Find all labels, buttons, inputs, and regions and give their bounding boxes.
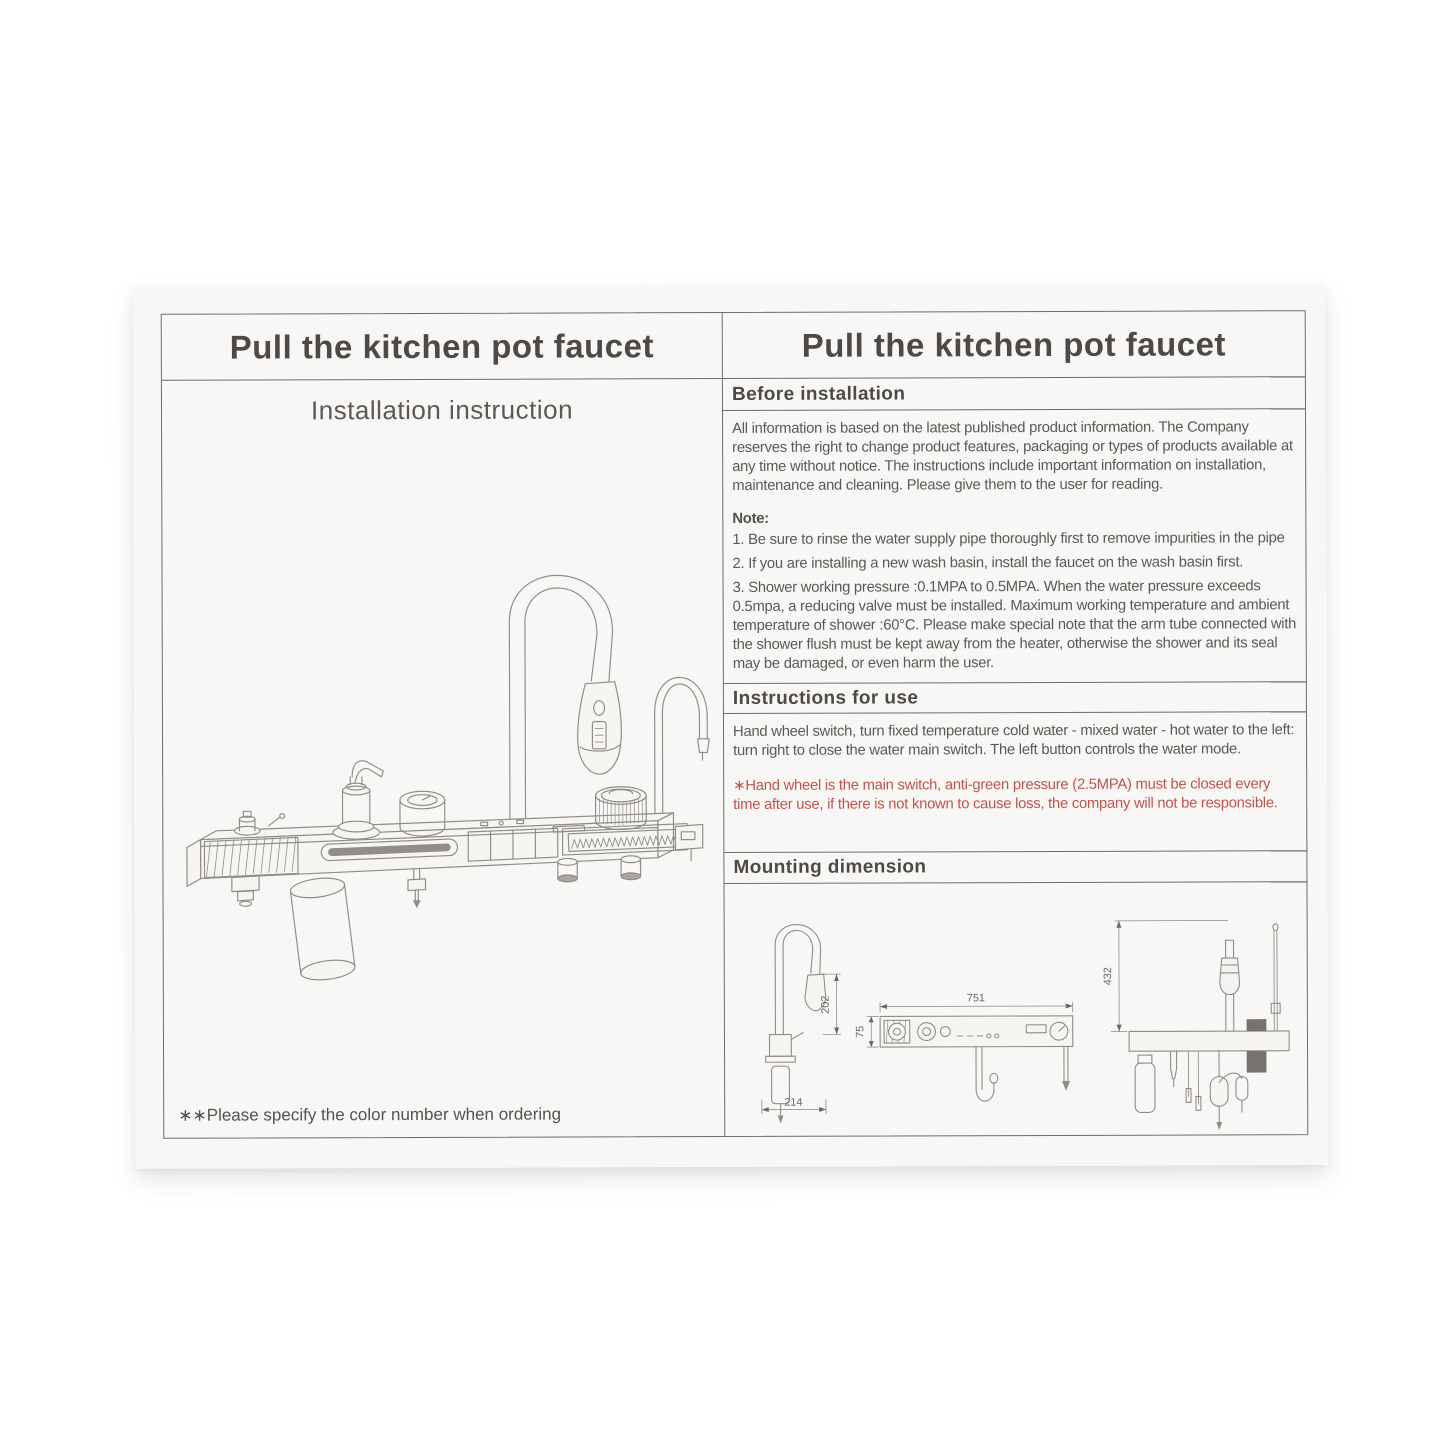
left-subtitle: Installation instruction: [310, 394, 574, 426]
dim-base-depth: 214: [784, 1096, 803, 1109]
instructions-for-use-heading: Instructions for use: [724, 682, 1306, 714]
illustration-area: [162, 425, 724, 1106]
before-installation-heading: Before installation: [723, 377, 1305, 411]
left-title: Pull the kitchen pot faucet: [162, 313, 722, 381]
before-installation-body: [723, 409, 1306, 684]
dim-bar-height: 75: [854, 1025, 867, 1038]
left-column: [162, 313, 726, 1138]
note-label: Note:: [732, 510, 769, 527]
color-number-footnote: ∗∗Please specify the color number when ordering: [178, 1104, 562, 1125]
dim-bar-width: 751: [966, 992, 985, 1005]
mounting-dimension-body: [724, 882, 1307, 1136]
right-title: Pull the kitchen pot faucet: [723, 311, 1305, 379]
dim-overall-height: 432: [1102, 967, 1115, 986]
hand-wheel-warning: ∗Hand wheel is the main switch, anti-green pressure (2.5MPA) must be closed every time after use, if there is not known to cause loss, the company will not be responsible.: [733, 776, 1278, 813]
right-column: [723, 311, 1308, 1136]
mounting-dimension-drawings: [732, 884, 1301, 1134]
dim-spout-height: 202: [819, 995, 832, 1014]
instruction-sheet: [133, 283, 1329, 1169]
before-installation-paragraph: All information is based on the latest published product information. The Company reserves the right to change product features, packaging or types of products available at any time without notice. The instructions include important information on installation, maintenance and cleaning. Please give them to the user for reading.: [732, 419, 1293, 494]
sheet-table: [161, 310, 1309, 1139]
instructions-for-use-body: [724, 712, 1306, 853]
note-item-1: 1. Be sure to rinse the water supply pipe thoroughly first to remove impurities in the pipe: [732, 530, 1285, 548]
faucet-assembly-illustration: [170, 530, 716, 1002]
note-item-3: 3. Shower working pressure :0.1MPA to 0.5MPA. When the water pressure exceeds 0.5mpa, a reducing valve must be installed. Maximum working temperature and ambient temperature of shower :60°C. Please make special note that the arm tube connected with the shower flush must be kept away from the heater, otherwise the shower and its seal may be damaged, or even harm the user.: [732, 578, 1297, 672]
note-item-2: 2. If you are installing a new wash basin, install the faucet on the wash basin first.: [732, 554, 1244, 572]
mounting-dimension-heading: Mounting dimension: [724, 851, 1306, 884]
instructions-paragraph: Hand wheel switch, turn fixed temperature cold water - mixed water - hot water to the left: turn right to close the water main switch. The left button controls the water mode.: [732, 722, 1295, 759]
